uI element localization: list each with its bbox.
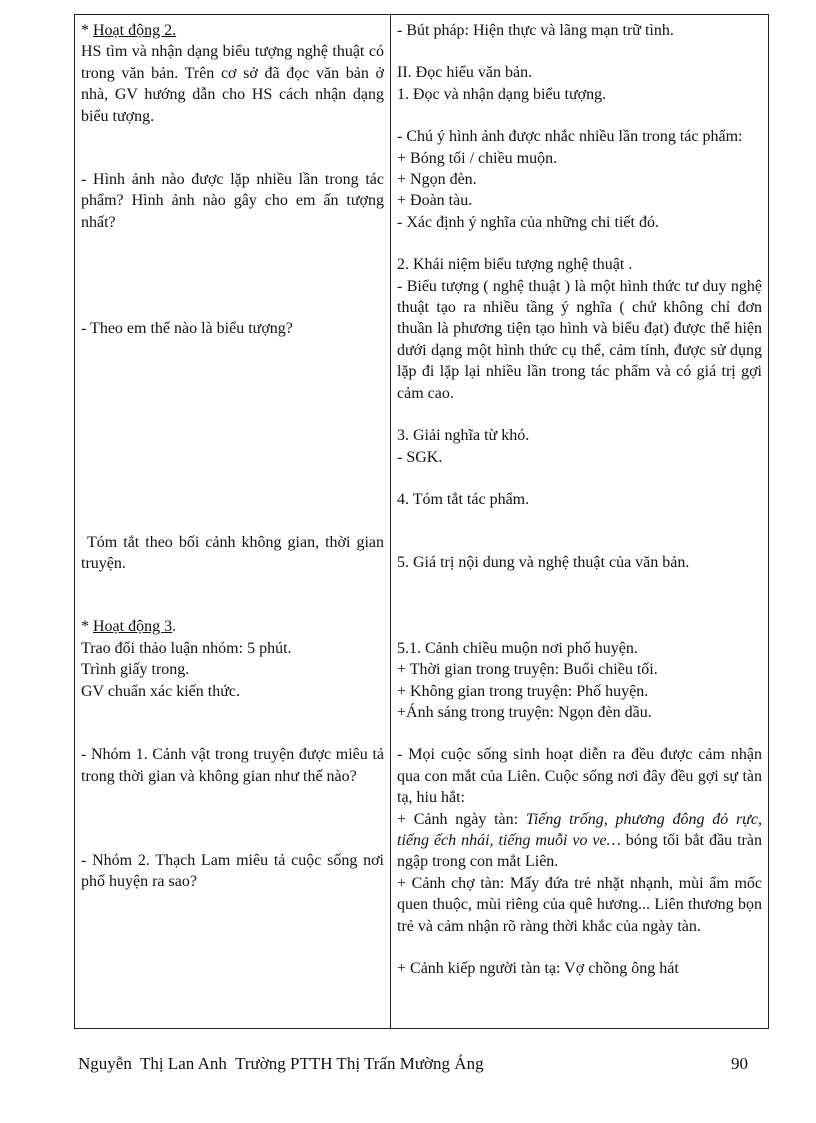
textbook-note: - SGK. (397, 448, 443, 466)
repeated-images-note: - Chú ý hình ảnh được nhắc nhiều lần trong tác phẩm: (397, 128, 743, 146)
section-4-heading: 4. Tóm tắt tác phẩm. (397, 490, 530, 508)
group-2-question: - Nhóm 2. Thạch Lam miêu tả cuộc sống nơi phố huyện ra sao? (81, 851, 384, 891)
document-page (74, 14, 763, 1029)
section-1-heading: 1. Đọc và nhận dạng biểu tượng. (397, 85, 607, 103)
section-5-heading: 5. Giá trị nội dung và nghệ thuật của văn bản. (397, 554, 690, 572)
activity-2-heading (81, 20, 384, 41)
bullet-star: * (81, 618, 93, 636)
image-item-train: + Đoàn tàu. (397, 192, 473, 210)
activity-2-title: Hoạt động 2. (93, 22, 177, 39)
day-end-label: + Cảnh ngày tàn: (397, 810, 526, 828)
footer-author: Nguyễn Thị Lan Anh Trường PTTH Thị Trấn Mường Ảng (78, 1054, 484, 1073)
day-end-italic: Tiếng trống, phương đông đỏ rực, tiếng ếch nhái, tiếng muỗi vo ve… (397, 810, 763, 849)
image-item-darkness: + Bóng tối / chiều muộn. (397, 149, 558, 167)
activity-3-title: Hoạt động 3 (93, 618, 173, 636)
meaning-note: - Xác định ý nghĩa của những chi tiết đó. (397, 213, 659, 231)
group-1-question: - Nhóm 1. Cảnh vật trong truyện được miêu tả trong thời gian và không gian như thế nào? (81, 746, 384, 785)
table-row (75, 15, 769, 1029)
activity-3-period: . (172, 618, 177, 636)
time-setting: + Thời gian trong truyện: Buổi chiều tối. (397, 661, 658, 679)
section-ii-heading: II. Đọc hiểu văn bản. (397, 64, 533, 82)
day-end-rest: bóng tối bắt đầu tràn ngập trong con mắt Liên. (397, 831, 762, 871)
market-end-scene: + Cảnh chợ tàn: Mấy đứa trẻ nhặt nhạnh, mùi ẩm mốc quen thuộc, mùi riêng của quê hương... Liên thương bọn trẻ và cảm nhận rõ ràng thời khắc của ngày tàn. (397, 874, 762, 935)
section-2-heading: 2. Khái niệm biểu tượng nghệ thuật . (397, 256, 633, 274)
life-description: - Mọi cuộc sống sinh hoạt diễn ra đều được cảm nhận qua con mắt của Liên. Cuộc sống nơi đây đều gợi sự tàn tạ, hiu hắt: (397, 746, 762, 807)
writing-style: - Bút pháp: Hiện thực và lãng mạn trữ tình. (397, 22, 674, 39)
lesson-plan-table (74, 14, 769, 1029)
question-repeated-images: - Hình ảnh nào được lặp nhiều lần trong tác phẩm? Hình ảnh nào gây cho em ấn tượng nhất? (81, 171, 384, 231)
section-3-heading: 3. Giải nghĩa từ khó. (397, 427, 530, 445)
content-column (391, 15, 769, 1029)
day-end-scene (397, 809, 762, 873)
image-item-lamp: + Ngọn đèn. (397, 171, 477, 189)
activity-2-description: HS tìm và nhận dạng biểu tượng nghệ thuật có trong văn bản. Trên cơ sở đã đọc văn bản ở nhà, GV hướng dẫn cho HS cách nhận dạng biểu tượng. (81, 43, 384, 125)
fading-lives-scene: + Cảnh kiếp người tàn tạ: Vợ chồng ông hát (397, 960, 679, 977)
teacher-activities-column (75, 15, 391, 1029)
symbol-definition: - Biểu tượng ( nghệ thuật ) là một hình thức tư duy nghệ thuật tạo ra nhiều tầng ý nghĩa ( chứ không chỉ đơn thuần là phương tiện tạo hình và biểu đạt) được thể hiện dưới dạng một hình thức cụ thể, cảm tính, được sử dụng lặp đi lặp lại nhiều lần trong tác phẩm và có giá trị gợi cảm cao. (397, 277, 762, 402)
section-5-1-heading: 5.1. Cảnh chiều muộn nơi phố huyện. (397, 639, 638, 657)
activity-3-teacher-note: GV chuẩn xác kiến thức. (81, 682, 240, 700)
question-summary: Tóm tắt theo bối cảnh không gian, thời gian truyện. (81, 533, 388, 573)
page-footer (78, 1053, 748, 1075)
activity-3-discussion: Trao đổi thảo luận nhóm: 5 phút. (81, 639, 292, 657)
activity-3-heading (81, 616, 384, 637)
bullet-star: * (81, 22, 93, 39)
activity-3-paper: Trình giấy trong. (81, 661, 190, 679)
page-number: 90 (731, 1054, 748, 1073)
space-setting: + Không gian trong truyện: Phố huyện. (397, 682, 649, 700)
light-setting: +Ánh sáng trong truyện: Ngọn đèn dầu. (397, 703, 652, 721)
question-symbol-definition: - Theo em thế nào là biểu tượng? (81, 320, 293, 338)
